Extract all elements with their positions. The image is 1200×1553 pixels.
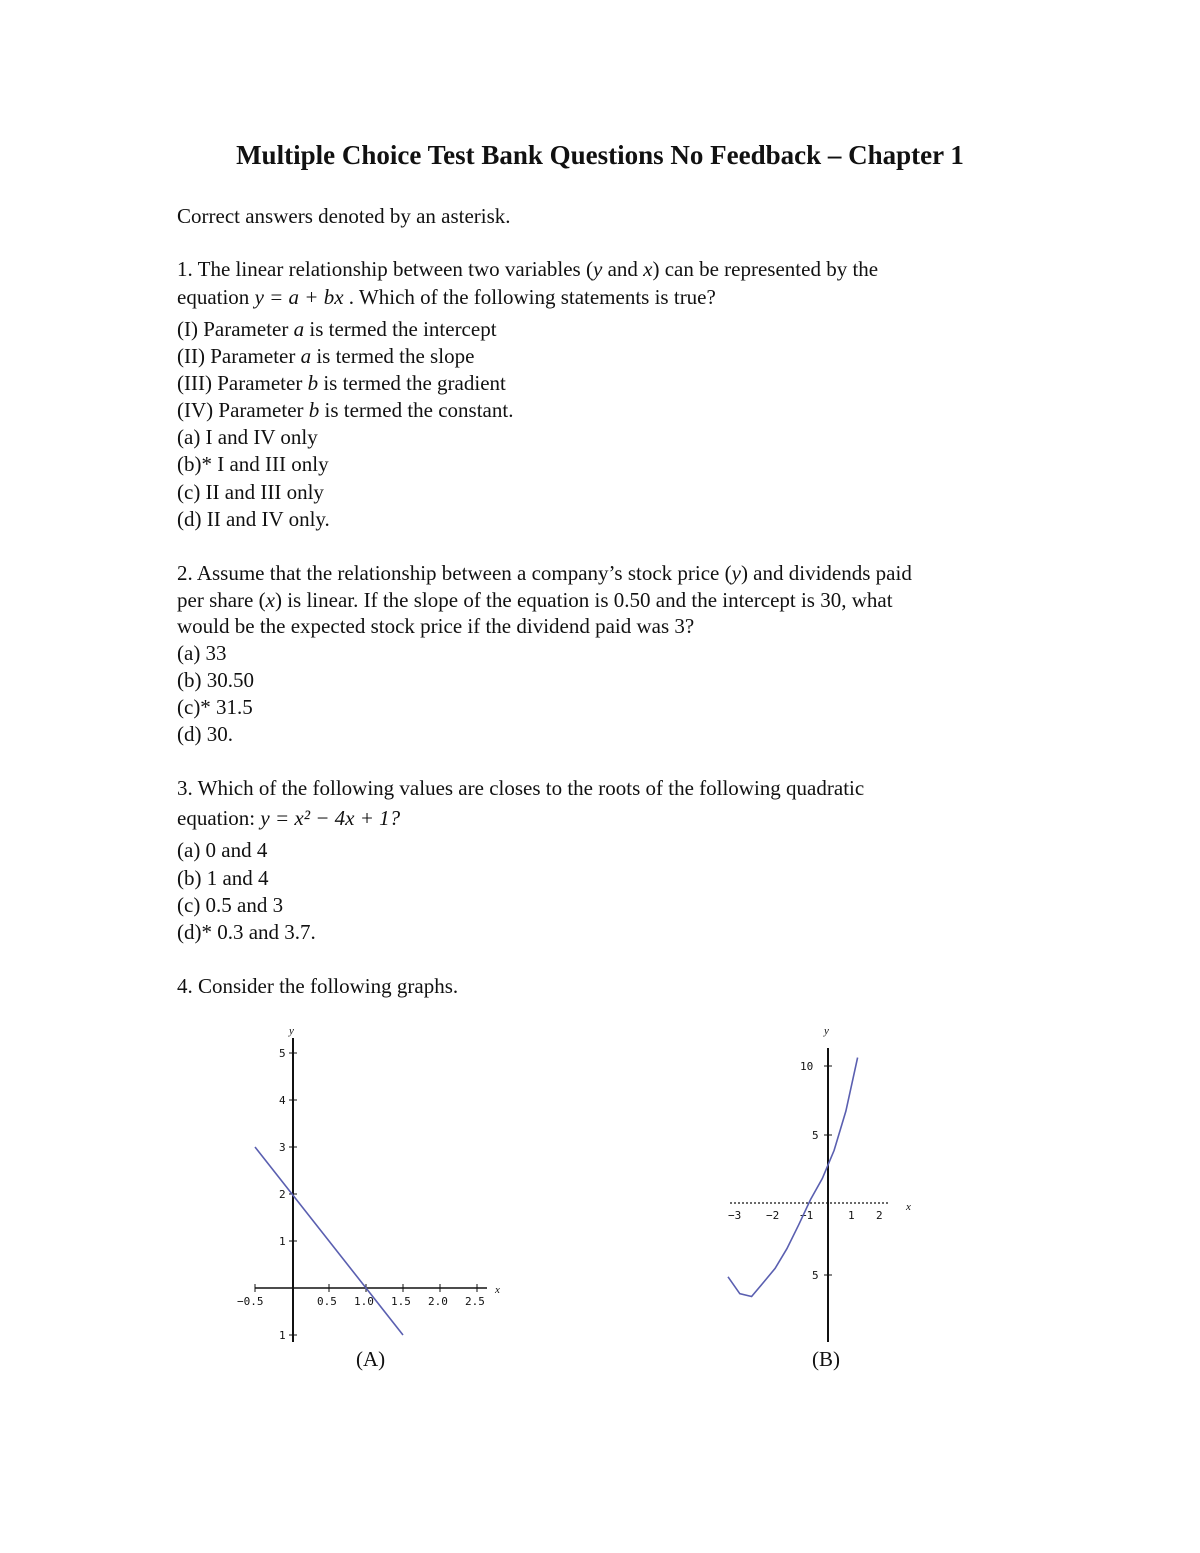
q2-stem-line2: per share (x) is linear. If the slope of the equation is 0.50 and the intercept is 30, what xyxy=(177,588,893,612)
q1-option: (c) II and III only xyxy=(177,480,324,504)
q1-stem-line2: equation y = a + bx . Which of the following statements is true? xyxy=(177,285,716,309)
graph-a-x-tick-label: 2.5 xyxy=(465,1295,485,1308)
intro-text: Correct answers denoted by an asterisk. xyxy=(177,204,511,228)
graph-b-caption: (B) xyxy=(812,1347,840,1371)
graph-b-svg xyxy=(720,1020,920,1375)
q2-option: (c)* 31.5 xyxy=(177,695,253,719)
page-title: Multiple Choice Test Bank Questions No Feedback – Chapter 1 xyxy=(236,140,964,170)
graph-b-x-tick-label: 1 xyxy=(848,1209,855,1222)
graph-a-x-label: x xyxy=(495,1284,500,1296)
q1-statement: (IV) Parameter b is termed the constant. xyxy=(177,398,514,422)
graph-a-y-label: y xyxy=(289,1025,294,1037)
graph-b-series-line xyxy=(728,1058,858,1297)
graph-a-y-tick-label: 2 xyxy=(279,1188,286,1201)
q1-statement: (I) Parameter a is termed the intercept xyxy=(177,317,497,341)
graph-a-x-tick-label: −0.5 xyxy=(237,1295,264,1308)
graph-a-x-tick-label: 2.0 xyxy=(428,1295,448,1308)
q3-option: (d)* 0.3 and 3.7. xyxy=(177,920,316,944)
q4-stem: 4. Consider the following graphs. xyxy=(177,974,459,998)
graph-b-x-tick-label: −1 xyxy=(800,1209,814,1222)
q1-option: (b)* I and III only xyxy=(177,452,329,476)
graph-a-y-tick-label: 4 xyxy=(279,1094,286,1107)
q2-option: (d) 30. xyxy=(177,722,233,746)
graph-b-y-label: y xyxy=(824,1025,829,1037)
q1-option: (a) I and IV only xyxy=(177,425,318,449)
q2-option: (b) 30.50 xyxy=(177,668,254,692)
graph-b-x-tick-label: −3 xyxy=(728,1209,742,1222)
graph-a xyxy=(225,1020,515,1375)
q3-option: (c) 0.5 and 3 xyxy=(177,893,284,917)
graph-a-svg xyxy=(225,1020,515,1375)
q3-stem-line1: 3. Which of the following values are closes to the roots of the following quadratic xyxy=(177,776,865,800)
q3-stem-line2: equation: y = x² − 4x + 1? xyxy=(177,806,401,830)
graph-a-y-tick-label: 1 xyxy=(279,1235,286,1248)
q1-statement: (III) Parameter b is termed the gradient xyxy=(177,371,506,395)
graph-b-x-label: x xyxy=(906,1201,911,1213)
graph-a-x-tick-label: 1.5 xyxy=(391,1295,411,1308)
graph-a-y-tick-label: 1 xyxy=(279,1329,286,1342)
graph-b-y-tick-label: 5 xyxy=(812,1129,819,1142)
graph-a-caption: (A) xyxy=(356,1347,386,1371)
q2-stem-line3: would be the expected stock price if the dividend paid was 3? xyxy=(177,614,695,638)
q1-statement: (II) Parameter a is termed the slope xyxy=(177,344,475,368)
graph-b-y-tick-label: 10 xyxy=(800,1060,814,1073)
graph-b-x-tick-label: 2 xyxy=(876,1209,883,1222)
q2-option: (a) 33 xyxy=(177,641,227,665)
q2-stem-line1: 2. Assume that the relationship between a company’s stock price (y) and dividends paid xyxy=(177,561,912,585)
graph-a-x-tick-label: 1.0 xyxy=(354,1295,374,1308)
graph-a-y-tick-label: 3 xyxy=(279,1141,286,1154)
graph-b-y-tick-label: 5 xyxy=(812,1269,819,1282)
q1-stem-line1: 1. The linear relationship between two variables (y and x) can be represented by the xyxy=(177,257,879,281)
graph-a-x-tick-label: 0.5 xyxy=(317,1295,337,1308)
q3-option: (b) 1 and 4 xyxy=(177,866,269,890)
q1-option: (d) II and IV only. xyxy=(177,507,330,531)
q3-option: (a) 0 and 4 xyxy=(177,838,268,862)
graph-b xyxy=(720,1020,920,1375)
graph-a-y-tick-label: 5 xyxy=(279,1047,286,1060)
graph-b-x-tick-label: −2 xyxy=(766,1209,780,1222)
